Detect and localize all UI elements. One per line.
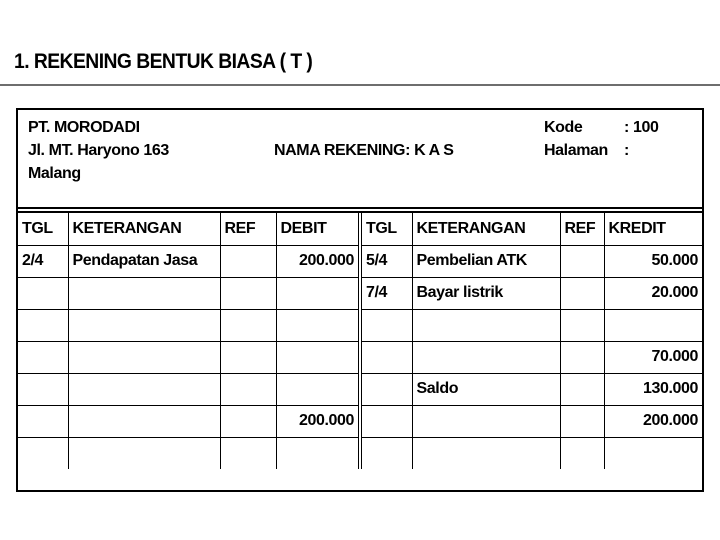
cell-kredit: 70.000 [604, 341, 702, 373]
cell-kredit [604, 309, 702, 341]
col-header-kredit: KREDIT [604, 213, 702, 245]
cell-tgl-credit: 7/4 [360, 277, 412, 309]
col-header-ref-credit: REF [560, 213, 604, 245]
cell-ref-credit [560, 341, 604, 373]
cell-ref [220, 277, 276, 309]
page-number-row [544, 139, 658, 162]
cell-debit [276, 277, 360, 309]
table-row [18, 309, 702, 341]
cell-keterangan-credit [412, 437, 560, 469]
header-divider [18, 207, 702, 209]
cell-keterangan [68, 341, 220, 373]
table-row [18, 245, 702, 277]
page-value: : [624, 142, 629, 159]
col-header-ref: REF [220, 213, 276, 245]
cell-tgl-credit [360, 309, 412, 341]
col-header-tgl-credit: TGL [360, 213, 412, 245]
table-row [18, 405, 702, 437]
company-name: PT. MORODADI [28, 119, 140, 136]
cell-keterangan-credit: Pembelian ATK [412, 245, 560, 277]
column-header-row [18, 213, 702, 245]
col-header-keterangan: KETERANGAN [68, 213, 220, 245]
cell-keterangan [68, 309, 220, 341]
cell-tgl-credit [360, 437, 412, 469]
title-underline [0, 84, 720, 86]
cell-kredit: 130.000 [604, 373, 702, 405]
company-address: Jl. MT. Haryono 163 [28, 142, 169, 159]
cell-tgl-credit [360, 373, 412, 405]
cell-kredit: 200.000 [604, 405, 702, 437]
cell-debit [276, 341, 360, 373]
account-meta [544, 116, 658, 162]
col-header-tgl: TGL [18, 213, 68, 245]
company-city: Malang [28, 165, 81, 182]
table-row [18, 373, 702, 405]
company-info [28, 116, 169, 185]
cell-kredit: 20.000 [604, 277, 702, 309]
cell-keterangan-credit: Saldo [412, 373, 560, 405]
cell-ref-credit [560, 405, 604, 437]
table-row [18, 277, 702, 309]
cell-ref [220, 437, 276, 469]
cell-tgl [18, 405, 68, 437]
page-label: Halaman [544, 142, 608, 159]
cell-keterangan [68, 373, 220, 405]
slide-title: 1. REKENING BENTUK BIASA ( T ) [14, 50, 313, 73]
cell-ref-credit [560, 373, 604, 405]
cell-tgl-credit [360, 405, 412, 437]
col-header-keterangan-credit: KETERANGAN [412, 213, 560, 245]
cell-kredit: 50.000 [604, 245, 702, 277]
table-row [18, 341, 702, 373]
cell-keterangan-credit [412, 309, 560, 341]
code-value: : 100 [624, 119, 659, 136]
cell-ref [220, 309, 276, 341]
code-label: Kode [544, 119, 583, 136]
cell-debit [276, 309, 360, 341]
cell-debit: 200.000 [276, 245, 360, 277]
cell-keterangan [68, 405, 220, 437]
cell-keterangan-credit: Bayar listrik [412, 277, 560, 309]
cell-kredit [604, 437, 702, 469]
cell-ref-credit [560, 245, 604, 277]
cell-debit [276, 373, 360, 405]
cell-tgl [18, 309, 68, 341]
cell-ref-credit [560, 437, 604, 469]
cell-ref [220, 405, 276, 437]
table-row [18, 437, 702, 469]
cell-ref [220, 373, 276, 405]
cell-keterangan [68, 277, 220, 309]
cell-ref-credit [560, 309, 604, 341]
cell-tgl-credit: 5/4 [360, 245, 412, 277]
cell-ref [220, 341, 276, 373]
cell-tgl [18, 373, 68, 405]
ledger-table [18, 213, 702, 469]
cell-tgl [18, 437, 68, 469]
cell-keterangan-credit [412, 341, 560, 373]
cell-keterangan [68, 437, 220, 469]
ledger-account-form [16, 108, 704, 492]
cell-tgl: 2/4 [18, 245, 68, 277]
cell-tgl-credit [360, 341, 412, 373]
account-name: NAMA REKENING: K A S [274, 142, 454, 159]
cell-tgl [18, 341, 68, 373]
cell-ref [220, 245, 276, 277]
cell-keterangan-credit [412, 405, 560, 437]
cell-ref-credit [560, 277, 604, 309]
cell-tgl [18, 277, 68, 309]
cell-debit [276, 437, 360, 469]
cell-keterangan: Pendapatan Jasa [68, 245, 220, 277]
col-header-debit: DEBIT [276, 213, 360, 245]
account-code-row [544, 116, 658, 139]
cell-debit: 200.000 [276, 405, 360, 437]
